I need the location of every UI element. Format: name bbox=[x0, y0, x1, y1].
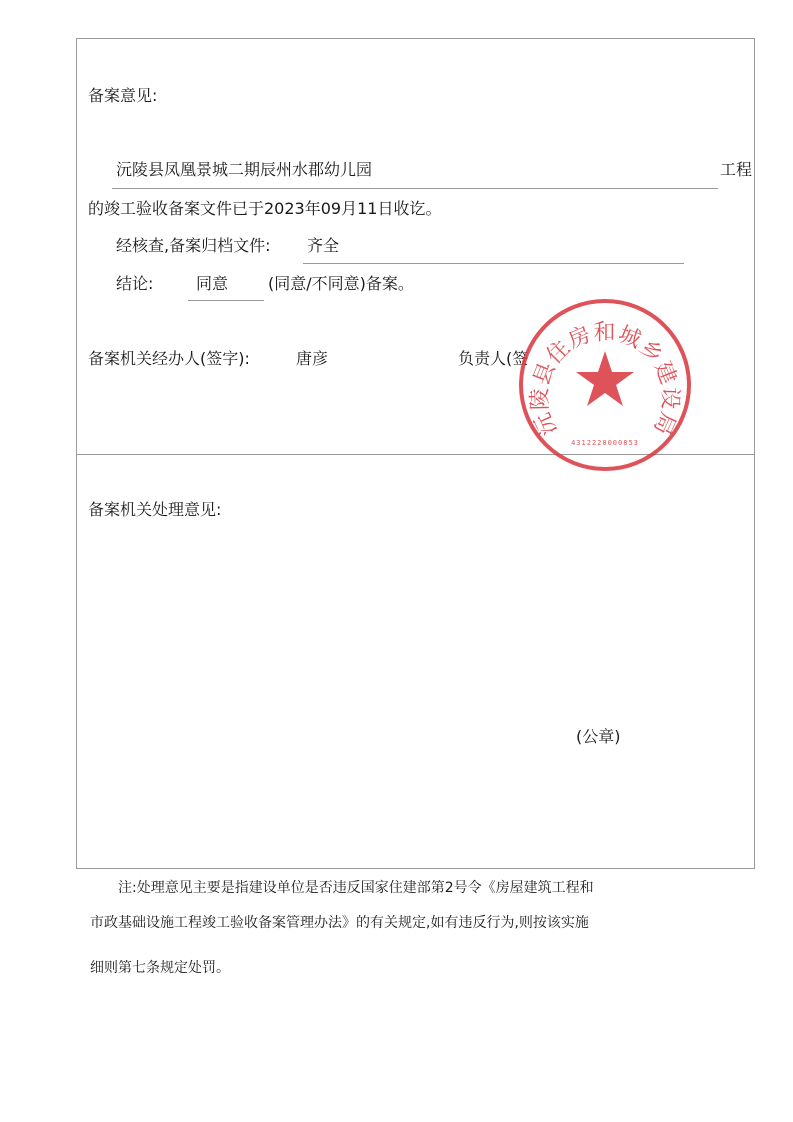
project-name-underline bbox=[112, 188, 718, 189]
conclusion-suffix: (同意/不同意)备案。 bbox=[268, 274, 414, 293]
filing-opinion-heading: 备案意见: bbox=[88, 86, 158, 105]
check-value-underline bbox=[303, 263, 684, 264]
official-seal-placeholder: (公章) bbox=[576, 727, 621, 746]
footnote-line-2: 市政基础设施工程竣工验收备案管理办法》的有关规定,如有违反行为,则按该实施 bbox=[90, 915, 589, 931]
project-name: 沅陵县凤凰景城二期辰州水郡幼儿园 bbox=[116, 160, 373, 179]
seal-text: 沅陵县住房和城乡建设局 bbox=[527, 320, 683, 440]
conclusion-label: 结论: bbox=[116, 274, 154, 293]
receipt-sentence: 的竣工验收备案文件已于2023年09月11日收讫。 bbox=[88, 199, 442, 218]
processing-opinion-heading: 备案机关处理意见: bbox=[88, 500, 222, 519]
check-value: 齐全 bbox=[307, 236, 340, 255]
conclusion-value: 同意 bbox=[196, 274, 229, 293]
responsible-label: 负责人(签 bbox=[458, 349, 529, 368]
footnote-line-1: 注:处理意见主要是指建设单位是否违反国家住建部第2号令《房屋建筑工程和 bbox=[118, 880, 594, 896]
check-label: 经核查,备案归档文件: bbox=[116, 236, 271, 255]
seal-serial: 4312220000853 bbox=[571, 439, 639, 447]
handler-name: 唐彦 bbox=[296, 349, 329, 368]
handler-label: 备案机关经办人(签字): bbox=[88, 349, 250, 368]
footnote-line-3: 细则第七条规定处罚。 bbox=[90, 960, 230, 976]
seal-star-icon bbox=[576, 351, 634, 406]
conclusion-underline bbox=[188, 300, 264, 301]
official-seal-stamp bbox=[515, 295, 695, 475]
project-suffix: 工程 bbox=[720, 160, 753, 179]
